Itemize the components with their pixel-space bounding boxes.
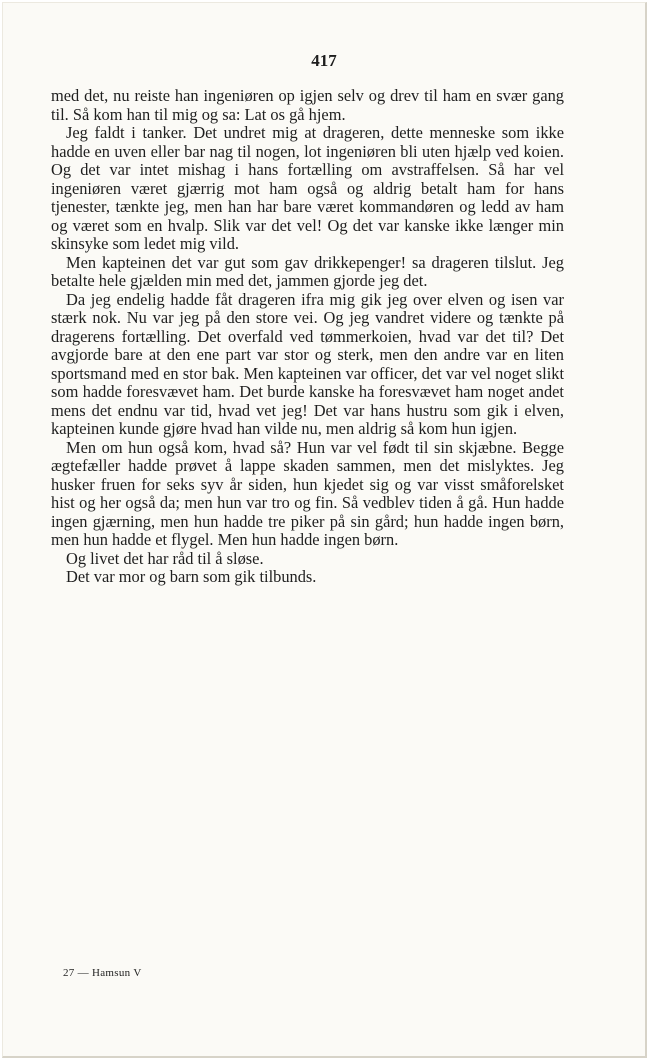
paragraph-3: Men kapteinen det var gut som gav drikkepenger! sa drageren tilslut. Jeg betalte hele gjælden min med det, jammen gjorde jeg det. (51, 252, 564, 290)
body-text (51, 87, 564, 587)
paragraph-7: Det var mor og barn som gik tilbunds. (66, 567, 317, 586)
paragraph-6: Og livet det har råd til å sløse. (66, 548, 264, 568)
paragraph-2: Jeg faldt i tanker. Det undret mig at drageren, dette menneske som ikke hadde en uven eller bar nag til nogen, lot ingeniøren bli uten hjælp ved koien. Og det var intet mishag i hans fortælling om avstraffelsen. Så har vel ingeniøren været gjærrig mot ham også og aldrig betalt ham for hans tjenester, tænkte jeg, men han har bare været kommandøren og ledd av ham og været som en hvalp. Slik var det vel! Og det var kanske ikke længer min skinsyke som ledet mig vild. (51, 123, 564, 253)
page-number: 417 (311, 51, 337, 70)
paragraph-1: med det, nu reiste han ingeniøren op igjen selv og drev til ham en svær gang til. Så kom han til mig og sa: Lat os gå hjem. (51, 86, 564, 124)
signature-footer: 27 — Hamsun V (63, 967, 142, 979)
paragraph-4: Da jeg endelig hadde fåt drageren ifra mig gik jeg over elven og isen var stærk nok. Nu var jeg på den store vei. Og jeg vandret videre og tænkte på dragerens fortælling. Det overfald ved tømmerkoien, hvad var det til? Det avgjorde bare at den ene part var stor og sterk, men den andre var en liten sportsmand med en stor bak. Men kapteinen var officer, det var vel noget slikt som hadde foresvævet ham. Det burde kanske ha foresvævet ham noget andet mens det endnu var tid, hvad vet jeg! Det var hans hustru som gik i elven, kapteinen kunde gjøre hvad han vilde nu, men aldrig så kom hun igjen. (51, 289, 564, 438)
paragraph-5: Men om hun også kom, hvad så? Hun var vel født til sin skjæbne. Begge ægtefæller hadde prøvet å lappe skaden sammen, men det mislyktes. Jeg husker fruen for seks syv år siden, hun kjedet sig og var visst småforelsket hist og her også da; men hun var tro og fin. Så vedblev tiden å gå. Hun hadde ingen gjærning, men hun hadde tre piker på sin gård; hun hadde ingen børn, men hun hadde et flygel. Men hun hadde ingen børn. (51, 437, 564, 549)
book-page (2, 2, 647, 1058)
